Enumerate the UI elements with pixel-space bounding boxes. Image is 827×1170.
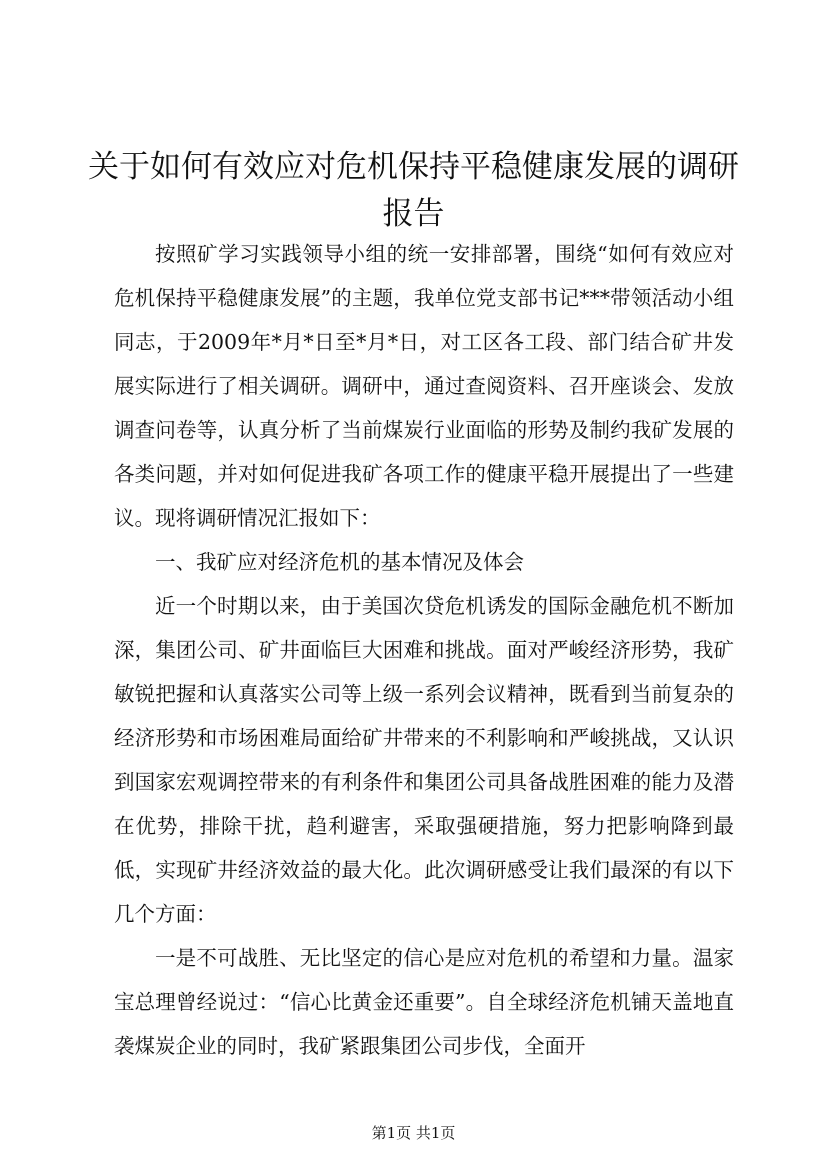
page-number-footer: 第1页 共1页 [371, 1124, 456, 1142]
section-heading-1: 一、我矿应对经济危机的基本情况及体会 [155, 550, 524, 574]
paragraph-confidence: 一是不可战胜、无比坚定的信心是应对危机的希望和力量。温家宝总理曾经说过：“信心比黄金还重要”。自全球经济危机铺天盖地直袭煤炭企业的同时，我矿紧跟集团公司步伐，全面开 [114, 946, 734, 1058]
document-body [114, 232, 734, 1068]
paragraph-intro: 按照矿学习实践领导小组的统一安排部署，围绕“如何有效应对危机保持平稳健康发展”的主题，我单位党支部书记***带领活动小组同志，于2009年*月*日至*月*日，对工区各工段、部门结合矿井发展实际进行了相关调研。调研中，通过查阅资料、召开座谈会、发放调查问卷等，认真分析了当前煤炭行业面临的形势及制约我矿发展的各类问题，并对如何促进我矿各项工作的健康平稳开展提出了一些建议。现将调研情况汇报如下： [114, 242, 734, 530]
paragraph-situation: 近一个时期以来，由于美国次贷危机诱发的国际金融危机不断加深，集团公司、矿井面临巨大困难和挑战。面对严峻经济形势，我矿敏锐把握和认真落实公司等上级一系列会议精神，既看到当前复杂的经济形势和市场困难局面给矿井带来的不利影响和严峻挑战，又认识到国家宏观调控带来的有利条件和集团公司具备战胜困难的能力及潜在优势，排除干扰，趋利避害，采取强硬措施，努力把影响降到最低，实现矿井经济效益的最大化。此次调研感受让我们最深的有以下几个方面： [114, 594, 734, 926]
document-title: 关于如何有效应对危机保持平稳健康发展的调研报告 [88, 149, 739, 232]
